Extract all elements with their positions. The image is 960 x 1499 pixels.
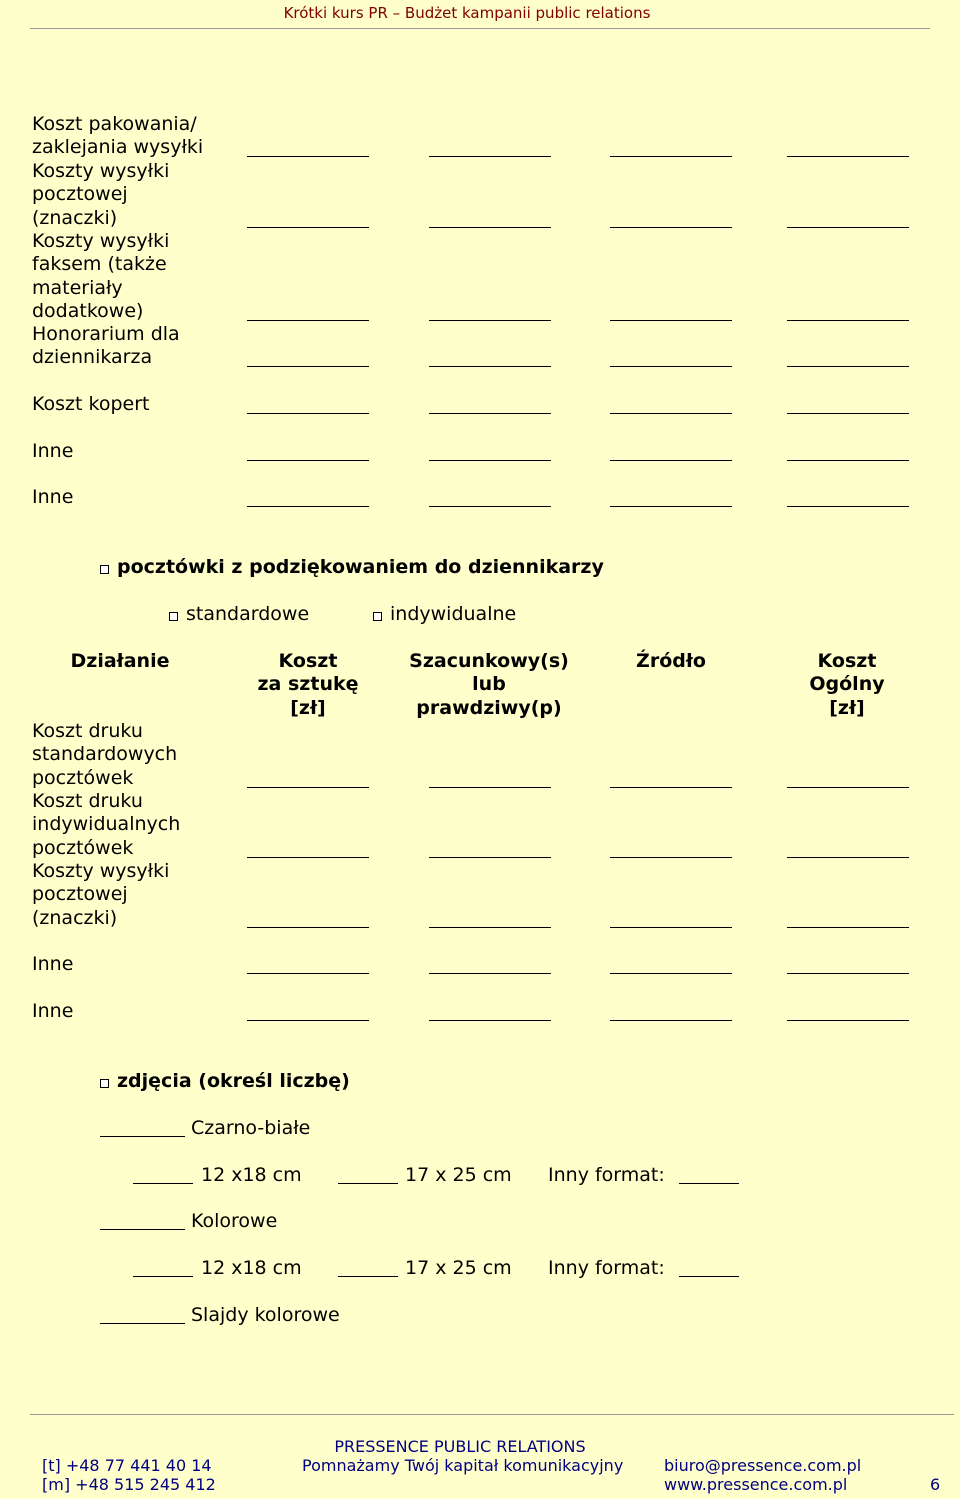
header-divider [30, 28, 930, 29]
postcard-cost-row-label: Inne [32, 1000, 74, 1022]
top-cost-entry-field-2[interactable] [429, 227, 551, 228]
top-cost-row-label: zaklejania wysyłki [32, 136, 204, 159]
table-header-col-action: Działanie [70, 650, 170, 672]
postcards-heading: pocztówki z podziękowaniem do dziennikarzy [117, 556, 604, 578]
top-cost-row-label: Koszty wysyłki [32, 160, 170, 182]
top-cost-row-label: Honorarium dla [32, 323, 180, 345]
slides-count-field[interactable] [100, 1323, 185, 1324]
postcard-cost-entry-field-4[interactable] [787, 1020, 909, 1021]
postcard-cost-entry-field-2[interactable] [429, 927, 551, 928]
postcard-cost-entry-field-1[interactable] [247, 1020, 369, 1021]
postcards-checkbox[interactable] [100, 565, 109, 574]
postcard-cost-entry-field-1[interactable] [247, 927, 369, 928]
top-cost-entry-field-3[interactable] [610, 460, 732, 461]
footer-phone: [t] +48 77 441 40 14 [42, 1456, 212, 1475]
top-cost-row-label: Koszt kopert [32, 393, 150, 415]
postcard-cost-entry-field-3[interactable] [610, 787, 732, 788]
bw-label: Czarno-białe [191, 1117, 311, 1139]
bw-size-b-label: 17 x 25 cm [405, 1164, 512, 1186]
postcard-cost-entry-field-2[interactable] [429, 787, 551, 788]
postcard-cost-entry-field-3[interactable] [610, 857, 732, 858]
top-cost-row-label: Koszty wysyłki [32, 230, 170, 252]
postcard-cost-row-label: pocztówek [32, 766, 134, 789]
postcard-cost-row-label: indywidualnych [32, 813, 181, 836]
table-header-col-estimate: prawdziwy(p) [416, 696, 562, 719]
footer-email[interactable]: biuro@pressence.com.pl [664, 1456, 862, 1475]
bw-size-a-label: 12 x18 cm [201, 1164, 302, 1186]
top-cost-entry-field-4[interactable] [787, 156, 909, 157]
top-cost-entry-field-1[interactable] [247, 227, 369, 228]
top-cost-entry-field-3[interactable] [610, 320, 732, 321]
postcard-cost-entry-field-4[interactable] [787, 973, 909, 974]
photos-checkbox[interactable] [100, 1079, 109, 1088]
table-header-col-total: Ogólny [809, 673, 885, 696]
postcard-cost-entry-field-3[interactable] [610, 1020, 732, 1021]
postcard-cost-row-label: Koszt druku [32, 720, 143, 742]
top-cost-entry-field-4[interactable] [787, 227, 909, 228]
top-cost-entry-field-1[interactable] [247, 366, 369, 367]
postcard-cost-row-label: Koszt druku [32, 790, 143, 812]
top-cost-entry-field-3[interactable] [610, 156, 732, 157]
top-cost-entry-field-3[interactable] [610, 413, 732, 414]
top-cost-entry-field-4[interactable] [787, 460, 909, 461]
top-cost-row-label: Inne [32, 486, 74, 508]
standard-option-label: standardowe [186, 603, 310, 625]
table-header-col-unit-cost: za sztukę [257, 673, 359, 696]
top-cost-entry-field-3[interactable] [610, 227, 732, 228]
postcard-cost-entry-field-1[interactable] [247, 857, 369, 858]
table-header-col-unit-cost: [zł] [290, 696, 326, 719]
postcard-cost-entry-field-2[interactable] [429, 1020, 551, 1021]
top-cost-entry-field-1[interactable] [247, 156, 369, 157]
color-size-a-label: 12 x18 cm [201, 1257, 302, 1279]
bw-other-format-label: Inny format: [548, 1164, 665, 1186]
top-cost-row-label: dziennikarza [32, 346, 153, 369]
photos-heading: zdjęcia (określ liczbę) [117, 1070, 350, 1092]
postcard-cost-row-label: pocztówek [32, 836, 134, 859]
top-cost-entry-field-2[interactable] [429, 320, 551, 321]
top-cost-entry-field-2[interactable] [429, 366, 551, 367]
postcard-cost-entry-field-4[interactable] [787, 857, 909, 858]
color-other-format-label: Inny format: [548, 1257, 665, 1279]
table-header-col-estimate: Szacunkowy(s) [409, 650, 569, 672]
footer-mobile: [m] +48 515 245 412 [42, 1475, 216, 1494]
slides-label: Slajdy kolorowe [191, 1304, 340, 1326]
postcard-cost-row-label: Koszty wysyłki [32, 860, 170, 882]
postcard-cost-entry-field-1[interactable] [247, 787, 369, 788]
top-cost-row-label: faksem (także [32, 253, 167, 276]
table-header-col-estimate: lub [472, 673, 506, 696]
top-cost-entry-field-1[interactable] [247, 460, 369, 461]
postcard-cost-row-label: standardowych [32, 743, 178, 766]
table-header-col-total: Koszt [817, 650, 877, 672]
color-size-a-field[interactable] [133, 1276, 193, 1277]
color-size-b-label: 17 x 25 cm [405, 1257, 512, 1279]
postcard-cost-row-label: pocztowej [32, 883, 128, 906]
footer-slogan: Pomnażamy Twój kapitał komunikacyjny [302, 1456, 624, 1475]
color-count-field[interactable] [100, 1229, 185, 1230]
postcard-cost-entry-field-3[interactable] [610, 973, 732, 974]
top-cost-entry-field-4[interactable] [787, 413, 909, 414]
top-cost-row-label: Inne [32, 440, 74, 462]
color-size-b-field[interactable] [338, 1276, 398, 1277]
top-cost-row-label: pocztowej [32, 183, 128, 206]
postcard-cost-entry-field-2[interactable] [429, 857, 551, 858]
top-cost-row-label: materiały [32, 276, 123, 299]
top-cost-entry-field-2[interactable] [429, 413, 551, 414]
table-header-col-source: Źródło [636, 650, 706, 672]
individual-option-checkbox[interactable] [373, 612, 382, 621]
page-header-title: Krótki kurs PR – Budżet kampanii public relations [283, 4, 651, 22]
footer-company: PRESSENCE PUBLIC RELATIONS [334, 1437, 586, 1456]
postcard-cost-row-label: (znaczki) [32, 906, 118, 929]
top-cost-entry-field-3[interactable] [610, 366, 732, 367]
top-cost-entry-field-4[interactable] [787, 320, 909, 321]
top-cost-entry-field-2[interactable] [429, 156, 551, 157]
top-cost-entry-field-2[interactable] [429, 506, 551, 507]
postcard-cost-row-label: Inne [32, 953, 74, 975]
top-cost-row-label: (znaczki) [32, 206, 118, 229]
postcard-cost-entry-field-3[interactable] [610, 927, 732, 928]
bw-count-field[interactable] [100, 1136, 185, 1137]
page-number: 6 [930, 1475, 941, 1494]
standard-option-checkbox[interactable] [169, 612, 178, 621]
top-cost-entry-field-2[interactable] [429, 460, 551, 461]
bw-size-b-field[interactable] [338, 1183, 398, 1184]
top-cost-row-label: Koszt pakowania/ [32, 113, 197, 135]
color-other-format-field[interactable] [679, 1276, 739, 1277]
color-label: Kolorowe [191, 1210, 278, 1232]
table-header-col-total: [zł] [829, 696, 865, 719]
footer-website[interactable]: www.pressence.com.pl [664, 1475, 848, 1494]
postcard-cost-entry-field-4[interactable] [787, 927, 909, 928]
footer-divider [30, 1414, 954, 1415]
top-cost-entry-field-3[interactable] [610, 506, 732, 507]
top-cost-entry-field-4[interactable] [787, 366, 909, 367]
individual-option-label: indywidualne [390, 603, 517, 625]
table-header-col-unit-cost: Koszt [278, 650, 338, 672]
top-cost-row-label: dodatkowe) [32, 299, 144, 322]
bw-size-a-field[interactable] [133, 1183, 193, 1184]
bw-other-format-field[interactable] [679, 1183, 739, 1184]
postcard-cost-entry-field-2[interactable] [429, 973, 551, 974]
top-cost-entry-field-1[interactable] [247, 320, 369, 321]
postcard-cost-entry-field-4[interactable] [787, 787, 909, 788]
top-cost-entry-field-1[interactable] [247, 506, 369, 507]
postcard-cost-entry-field-1[interactable] [247, 973, 369, 974]
top-cost-entry-field-4[interactable] [787, 506, 909, 507]
top-cost-entry-field-1[interactable] [247, 413, 369, 414]
